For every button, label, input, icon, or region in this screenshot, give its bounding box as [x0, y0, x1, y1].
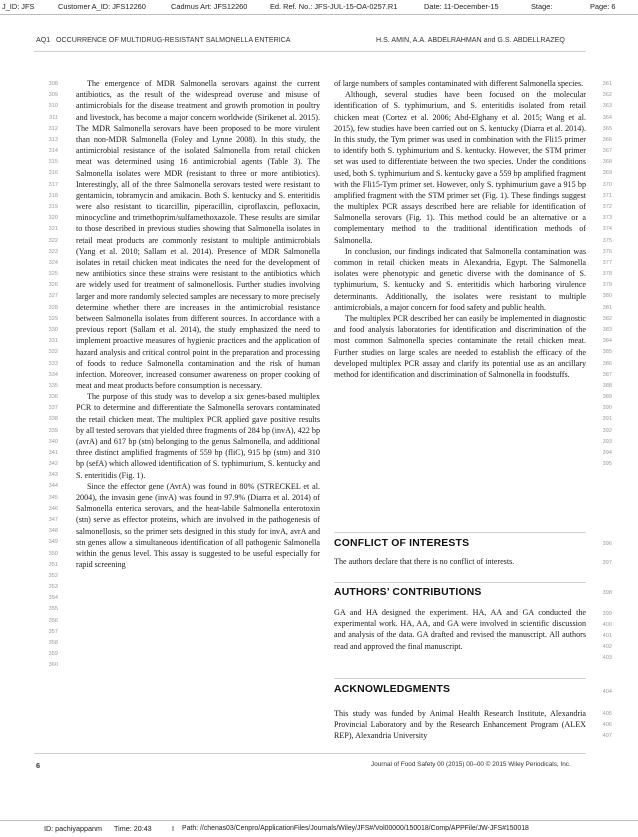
line-number: 314	[48, 148, 58, 155]
authors-section	[334, 607, 586, 652]
line-number: 328	[48, 304, 58, 311]
section-rule	[334, 532, 586, 533]
line-number: 390	[602, 405, 612, 412]
running-head	[0, 36, 638, 52]
time-stamp: Time: 20:43	[114, 824, 152, 833]
line-number: 355	[48, 606, 58, 613]
line-number: 344	[48, 483, 58, 490]
running-authors: H.S. AMIN, A.A. ABDELRAHMAN and G.S. ABDELLRAZEQ	[376, 36, 565, 44]
ack-text: This study was funded by Animal Health Research Institute, Alexandria Provincial Laboratory and by the Research Enhancement Program (ALEX REP), Alexandria University	[334, 709, 586, 741]
journal-id: J_ID: JFS	[2, 2, 35, 11]
line-number: 365	[602, 125, 612, 132]
conclusion-paragraph: In conclusion, our findings indicated that Salmonella contamination was common in retail chicken meats in Alexandria, Egypt. The Salmonella isolates were phenotypic and genetic diverse with the dominance of S. typhimurium, S. kentucky and S. enteritidis which harboring virulence determinants. Additionally, the isolates were resistant to multiple antimicrobials, a major concern for food safety and public health.	[334, 246, 586, 312]
line-number: 400	[602, 622, 612, 628]
file-path: Path: //chenas03/Cenpro/ApplicationFiles/Journals/Wiley/JFS#/Vol00000/150018/Comp/APPFile/JW-JFS#150018	[182, 825, 529, 832]
line-number: 333	[48, 360, 58, 367]
line-number: 402	[602, 644, 612, 650]
line-number: 397	[602, 560, 612, 566]
discussion-paragraph: The emergence of MDR Salmonella serovars against the current antibiotics, as the result of the widespread overuse and misuse of antimicrobials for the disease treatment and growth promotion in poultry and livestock, has become a major concern worldwide (Sirikenet al. 2015). The MDR Salmonella serovars have been proposed to be more virulent than non-MDR Salmonella (Foley and Lynne 2008). In this study, the antimicrobial resistance of the isolated Salmonella from retail chicken meat was determined using 16 antimicrobial agents (Table 3). The Salmonella isolates were MDR (resistant to three or more antibiotics). Interestingly, all of the three Salmonella serovars tested were resistant to gentamicin, tobramycin and amikacin. Both S. kentucky and S. enteritidis were also resistant to ticarcillin, piperacillin, ciproflaxcin, pefloxacin, minocycline and trimethoprim/sulfamethoxazole. These results are similar to those described in previous studies showing that Salmonella isolates in retail meat products are commonly resistant to multiple antimicrobials (Yang et al. 2010; Sallam et al. 2014). Presence of MDR Salmonella isolates in retail chicken meat indicates the need for the development of new antibiotics since these strains were resistant to the antibiotics which are widely used for treatment of salmonellosis. Further studies involving larger and more randomly selected samples are necessary to more precisely determine whether there are increases in the antimicrobial resistance between Salmonella isolates from different sources. In accordance with a previous report (Sallam et al. 2014), the study emphasized the need to implement proactive measures of hygienic practices and the application of hazard analysis and critical control point in the preparation and processing of foods to reduce Salmonella contamination and the risk of human infection. Moreover, increased consumer awareness on proper cooking of meat and meat products before consumption is necessary.	[76, 79, 320, 391]
line-number: 329	[48, 315, 58, 322]
separator: I	[172, 824, 174, 833]
line-number: 340	[48, 438, 58, 445]
line-number: 374	[602, 226, 612, 233]
line-number: 363	[602, 103, 612, 110]
line-number: 354	[48, 595, 58, 602]
line-number: 339	[48, 427, 58, 434]
section-rule	[334, 678, 586, 679]
conflict-section	[334, 556, 586, 567]
line-number: 356	[48, 617, 58, 624]
line-number: 373	[602, 215, 612, 222]
line-number: 352	[48, 572, 58, 579]
production-bar	[0, 0, 638, 15]
line-number: 331	[48, 338, 58, 345]
line-number: 407	[602, 733, 612, 739]
discussion-paragraph: of large numbers of samples contaminated with different Salmonella species.	[334, 79, 584, 88]
cadmus-art: Cadmus Art: JFS12260	[171, 2, 248, 11]
line-number: 404	[602, 689, 612, 695]
line-number: 395	[602, 461, 612, 468]
line-number: 322	[48, 237, 58, 244]
line-number: 337	[48, 405, 58, 412]
line-number: 338	[48, 416, 58, 423]
line-number: 341	[48, 449, 58, 456]
line-number: 325	[48, 271, 58, 278]
ack-heading: ACKNOWLEDGMENTS	[334, 684, 451, 695]
line-number: 399	[602, 611, 612, 617]
line-number: 310	[48, 103, 58, 110]
line-number: 386	[602, 360, 612, 367]
line-number: 350	[48, 550, 58, 557]
line-number: 406	[602, 722, 612, 728]
line-number: 309	[48, 92, 58, 99]
running-head-rule	[34, 51, 586, 52]
ed-ref: Ed. Ref. No.: JFS-JUL-15-OA-0257.R1	[270, 2, 398, 11]
line-number: 387	[602, 371, 612, 378]
line-number: 376	[602, 248, 612, 255]
line-number: 342	[48, 461, 58, 468]
line-number: 358	[48, 640, 58, 646]
line-number: 316	[48, 170, 58, 177]
line-number: 370	[602, 181, 612, 188]
line-number: 312	[48, 125, 58, 132]
line-number: 335	[48, 382, 58, 389]
line-number: 318	[48, 192, 58, 199]
line-number: 347	[48, 517, 58, 524]
section-rule	[334, 582, 586, 583]
line-number: 349	[48, 539, 58, 546]
line-number: 383	[602, 326, 612, 333]
line-number: 372	[602, 203, 612, 210]
line-number: 389	[602, 394, 612, 401]
line-number: 388	[602, 382, 612, 389]
line-number: 313	[48, 136, 58, 143]
line-number: 366	[602, 136, 612, 143]
running-title: OCCURRENCE OF MULTIDRUG-RESISTANT SALMONELLA ENTERICA	[56, 36, 291, 44]
page-label: Page: 6	[590, 2, 616, 11]
authors-heading: AUTHORS’ CONTRIBUTIONS	[334, 587, 482, 598]
discussion-paragraph: The purpose of this study was to develop a six genes-based multiplex PCR to determine and differentiate the Salmonella serovars contaminated the retail chicken meat. The multiplex PCR applied gave positive results by all tested serovars that yielded three fragments of 284 bp (invA), 422 bp (avrA) and 617 bp (stn) belonging to the genus Salmonella, and additional three distinct amplified fragments of 559 bp (fliC), 915 bp (stm) and 310 bp (sefA) which allowed identification of S. typhimurium, S. kentucky and S. enteritidis (Fig. 1).	[76, 392, 320, 480]
line-number: 320	[48, 215, 58, 222]
line-number: 362	[602, 92, 612, 99]
footer-rule	[34, 753, 586, 754]
line-number: 401	[602, 633, 612, 639]
line-number: 324	[48, 259, 58, 266]
line-number: 351	[48, 561, 58, 568]
line-number: 346	[48, 505, 58, 512]
line-number: 323	[48, 248, 58, 255]
line-number: 384	[602, 338, 612, 345]
line-number: 326	[48, 282, 58, 289]
line-number: 371	[602, 192, 612, 199]
line-number: 403	[602, 655, 612, 661]
line-number: 405	[602, 711, 612, 717]
line-number: 321	[48, 226, 58, 233]
line-number: 360	[48, 662, 58, 669]
line-number: 334	[48, 371, 58, 378]
line-number: 319	[48, 203, 58, 210]
stage-label: Stage:	[531, 2, 553, 11]
line-number: 391	[602, 416, 612, 423]
conflict-heading: CONFLICT OF INTERESTS	[334, 538, 470, 549]
line-number: 393	[602, 438, 612, 445]
conclusion-paragraph: The multiplex PCR described her can easily be implemented in diagnostic and food analysis laboratories for identification and discrimination of the most common Salmonella species contaminate the retail chicken meat. Further studies on large scales are needed to establish the efficacy of the developed multiplex PCR assay and clarify its potential use as an ancillary method for identification and discrimination of Salmonella in foodstuffs.	[334, 313, 586, 379]
line-number: 315	[48, 159, 58, 166]
line-number: 348	[48, 528, 58, 535]
operator-id: ID: pachiyappanm	[44, 824, 102, 833]
journal-citation: Journal of Food Safety 00 (2015) 00–00 © 2015 Wiley Periodicals, Inc.	[371, 761, 571, 768]
line-number: 336	[48, 394, 58, 401]
line-number: 361	[602, 81, 612, 87]
line-number: 377	[602, 259, 612, 266]
query-label: AQ1	[36, 36, 51, 44]
discussion-paragraph: Although, several studies have been focused on the molecular identification of S. typhimurium, and S. enteritidis isolated from retail chicken meat (Cortez et al. 2006; Abd-Elghany et al. 2015; Wang et al. 2015), few studies have been carried out on S. kentucky (Diarra et al. 2014). In this study, the Tym primer was used in combination with the Fli15 primer to identify both S. typhimurium and S. kentucky. However, the STM primer set was used to differentiate between the two species. Under the conditions used, both S. typhimurium and S. kentucky gave a 559 bp amplified fragment with the Fli15-Tym primer set. However, only S. typhimurium gave a 915 bp amplified fragment with the STM primer set (Fig. 1). These findings suggest the multiplex PCR assays described here are reliable for identification of Salmonella serovars (Fig. 1). This method could be an alternative or a complementary method to the traditional identification methods of Salmonella.	[334, 90, 586, 245]
line-number: 345	[48, 494, 58, 501]
line-number: 364	[602, 114, 612, 121]
line-number: 392	[602, 427, 612, 434]
line-number: 367	[602, 148, 612, 155]
line-number: 343	[48, 472, 58, 479]
line-number: 394	[602, 449, 612, 456]
line-number: 357	[48, 628, 58, 635]
line-number: 382	[602, 315, 612, 322]
line-number: 398	[602, 590, 612, 596]
line-number: 359	[48, 651, 58, 658]
production-path-bar	[0, 820, 638, 837]
right-column	[334, 78, 586, 380]
line-number: 396	[602, 541, 612, 547]
line-number: 327	[48, 293, 58, 300]
date-stamp: Date: 11-December-15	[424, 2, 499, 11]
page-number: 6	[36, 761, 41, 770]
line-number: 381	[602, 304, 612, 311]
line-number: 353	[48, 584, 58, 591]
line-number: 385	[602, 349, 612, 356]
line-number: 380	[602, 293, 612, 300]
line-number: 330	[48, 326, 58, 333]
line-number: 379	[602, 282, 612, 289]
line-number: 368	[602, 159, 612, 166]
ack-section	[334, 708, 586, 742]
line-number: 311	[49, 114, 58, 121]
customer-id: Customer A_ID: JFS12260	[58, 2, 146, 11]
line-number: 308	[48, 81, 58, 87]
line-number: 317	[48, 181, 58, 188]
conflict-text: The authors declare that there is no conflict of interests.	[334, 557, 515, 566]
line-number: 375	[602, 237, 612, 244]
authors-text: GA and HA designed the experiment. HA, AA and GA conducted the experimental work. HA, AA, and GA were involved in scientific discussion and analysis of the data. GA drafted and revised the manuscript. All authors read and approved the final manuscript.	[334, 608, 586, 651]
line-number: 332	[48, 349, 58, 356]
line-number: 378	[602, 271, 612, 278]
left-column	[76, 78, 320, 570]
discussion-paragraph: Since the effector gene (AvrA) was found in 80% (STRECKEL et al. 2004), the invasin gene (invA) was found in 97.9% (Diarra et al. 2014) of Salmonella enterica serovars, and the heat-labile Salmonella enterotoxin (stn) serve as effector proteins, which are involved in the pathogenesis of salmonellosis, so the primer sets designed in this study for invA, avrA and stn genes allow a simultaneous identification of all pathogenic Salmonella within the genus level. This assay is suggested to be useful especially for rapid screening	[76, 481, 320, 570]
line-number: 369	[602, 170, 612, 177]
